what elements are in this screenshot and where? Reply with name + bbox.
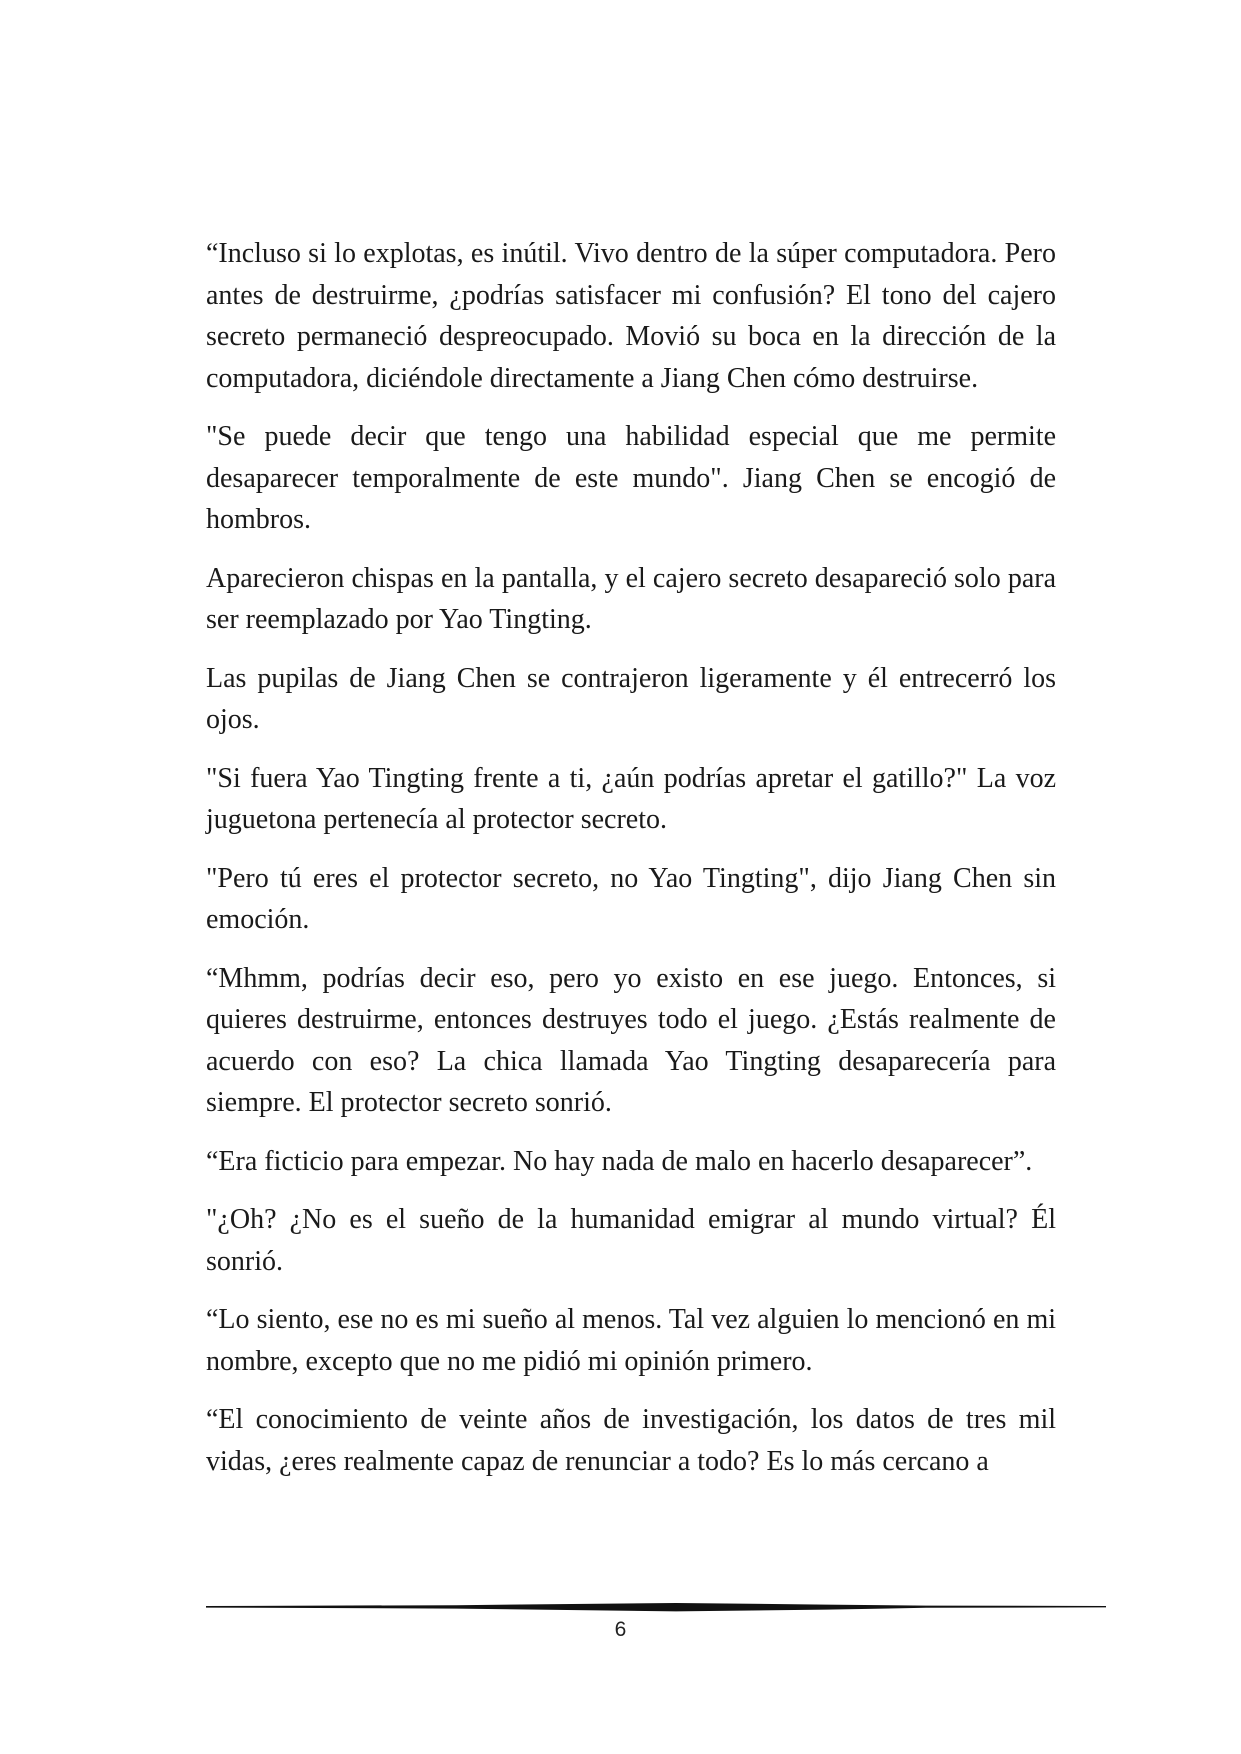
paragraph: “Era ficticio para empezar. No hay nada de malo en hacerlo desaparecer”.: [206, 1145, 1033, 1177]
paragraph: Las pupilas de Jiang Chen se contrajeron ligeramente y él entrecerró los ojos.: [206, 662, 1056, 735]
paragraph: Aparecieron chispas en la pantalla, y el cajero secreto desapareció solo para ser reemplazado por Yao Tingting.: [206, 562, 1056, 635]
paragraph: "Pero tú eres el protector secreto, no Yao Tingting", dijo Jiang Chen sin emoción.: [206, 862, 1056, 935]
page-number: 6: [614, 1618, 627, 1641]
paragraph: "Si fuera Yao Tingting frente a ti, ¿aún podrías apretar el gatillo?" La voz juguetona pertenecía al protector secreto.: [206, 762, 1056, 835]
footer-divider: [206, 1600, 1106, 1614]
paragraph: "¿Oh? ¿No es el sueño de la humanidad emigrar al mundo virtual? Él sonrió.: [206, 1204, 1056, 1277]
paragraph: “Lo siento, ese no es mi sueño al menos. Tal vez alguien lo mencionó en mi nombre, excepto que no me pidió mi opinión primero.: [206, 1304, 1056, 1377]
paragraph: “El conocimiento de veinte años de investigación, los datos de tres mil vidas, ¿eres realmente capaz de renunciar a todo? Es lo más cercano a: [206, 1404, 1056, 1477]
paragraph: “Mhmm, podrías decir eso, pero yo existo en ese juego. Entonces, si quieres destruirme, entonces destruyes todo el juego. ¿Estás realmente de acuerdo con eso? La chica llamada Yao Tingting desaparecería para siempre. El protector secreto sonrió.: [206, 962, 1056, 1118]
body-text: [206, 233, 1056, 1499]
paragraph: “Incluso si lo explotas, es inútil. Vivo dentro de la súper computadora. Pero antes de destruirme, ¿podrías satisfacer mi confusión? El tono del cajero secreto permaneció despreocupado. Movió su boca en la dirección de la computadora, diciéndole directamente a Jiang Chen cómo destruirse.: [206, 238, 1056, 394]
paragraph: "Se puede decir que tengo una habilidad especial que me permite desaparecer temporalmente de este mundo". Jiang Chen se encogió de hombros.: [206, 421, 1056, 535]
